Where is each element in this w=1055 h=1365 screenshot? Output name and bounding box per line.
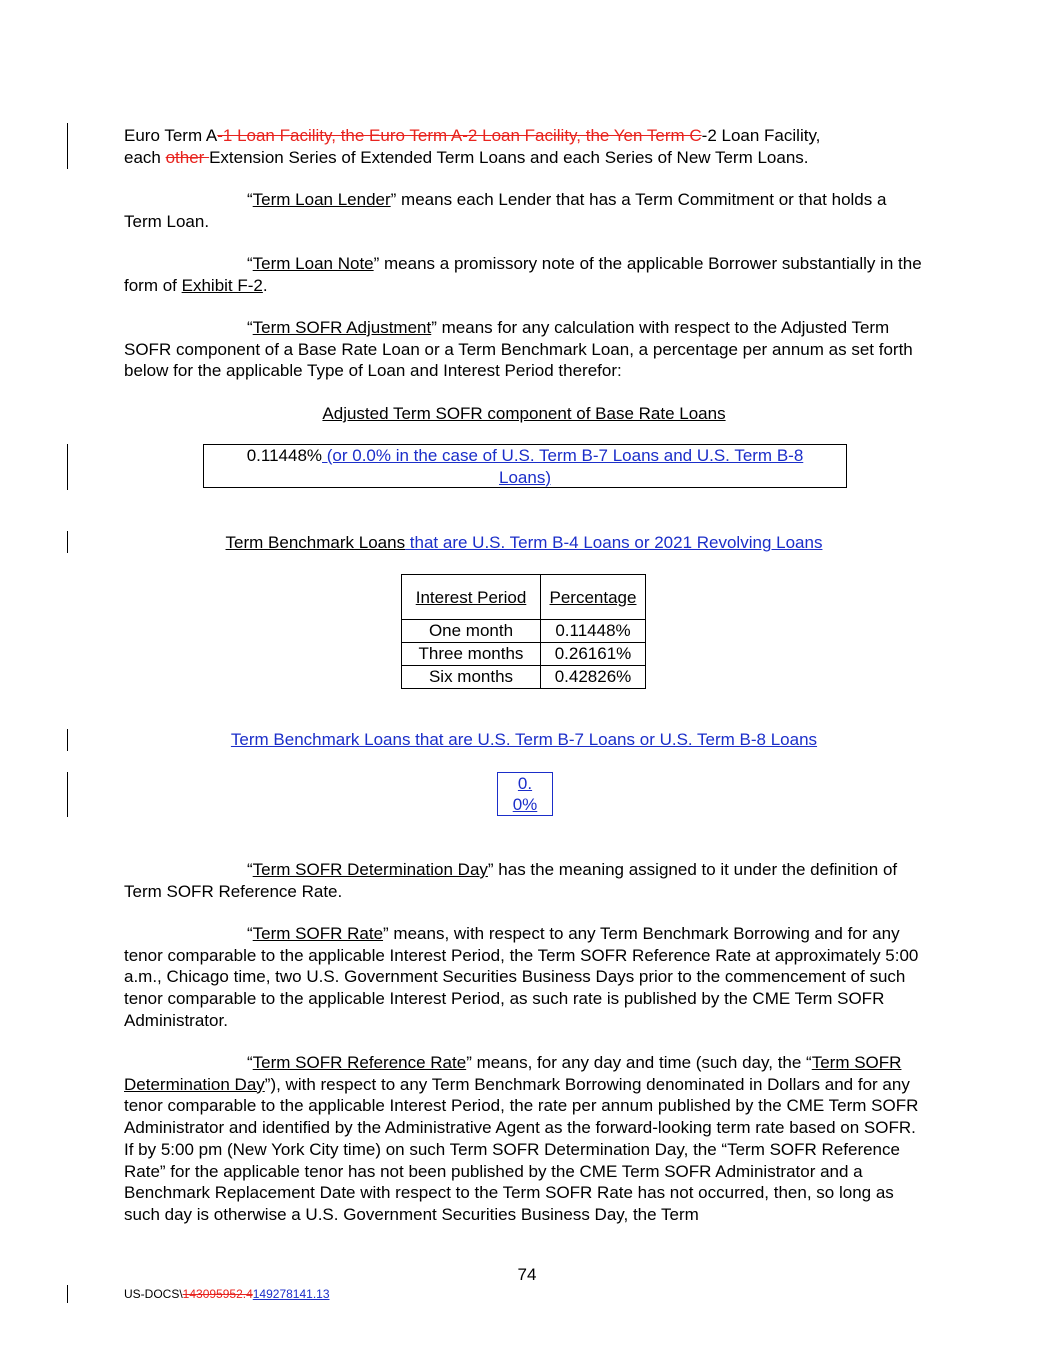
page-number: 74 — [517, 1265, 537, 1284]
defined-term: Term SOFR Rate — [252, 924, 384, 943]
defined-term: Term Loan Note — [252, 254, 374, 273]
change-bar — [67, 444, 68, 490]
inserted-text: that are U.S. Term B-4 Loans or 2021 Revolving Loans — [405, 533, 823, 552]
definition-text: means each Lender that has a Term Commitment or that holds a Term Loan. — [124, 190, 887, 231]
table-row — [402, 643, 646, 666]
change-bar — [67, 729, 68, 751]
footer-prefix: US-DOCS\ — [124, 1287, 183, 1301]
deleted-text: -1 Loan Facility, the Euro Term A-2 Loan Facility, the Yen Term C — [217, 126, 702, 145]
defined-term: Term SOFR Determination Day — [124, 1053, 902, 1094]
table-cell: 0.26161% — [541, 643, 646, 666]
base-rate-box — [203, 444, 847, 488]
intro-text: each — [124, 147, 166, 167]
definition-text: has the meaning assigned to it under the definition of Term SOFR Reference Rate. — [124, 860, 898, 901]
definition-term-loan-lender: “Term Loan Lender” means each Lender that has a Term Commitment or that holds a Term Loan. — [124, 190, 887, 231]
table-header-row — [402, 575, 646, 620]
term-benchmark-heading — [124, 532, 924, 553]
intro-text: Euro Term A — [124, 126, 218, 145]
change-bar — [67, 531, 68, 553]
definition-term-sofr-adjustment: “Term SOFR Adjustment” means for any calculation with respect to the Adjusted Term SOFR component of a Base Rate Loan or a Term Benchmark Loan, a percentage per annum as set forth below for the applicable Type of Loan and Interest Period therefor: — [124, 318, 913, 381]
definition-term-sofr-rate: “Term SOFR Rate” means, with respect to any Term Benchmark Borrowing and for any tenor comparable to the applicable Interest Period, the Term SOFR Reference Rate at approximately 5:00 a.m., Chicago time, two U.S. Government Securities Business Days prior to the commencement of such tenor comparable to the applicable Interest Period, as such rate is published by the CME Term SOFR Administrator. — [124, 924, 919, 1030]
interest-period-table — [401, 574, 646, 689]
change-bar — [67, 772, 68, 817]
inserted-text: Term Benchmark Loans that are U.S. Term B-7 Loans or U.S. Term B-8 Loans — [230, 730, 818, 749]
table-cell: One month — [402, 620, 541, 643]
header-label: Percentage — [549, 587, 637, 607]
defined-term: Term Loan Lender — [252, 190, 391, 209]
definition-text: means a promissory note of the applicable Borrower substantially in the form of — [124, 254, 922, 295]
deleted-text: other — [165, 147, 210, 167]
definition-text: ”), with respect to any Term Benchmark Borrowing denominated in Dollars and for any tenor comparable to the applicable Interest Period, the rate per annum published by the CME Term SOFR Administrator and identified by the Administrative Agent as the forward-looking term rate based on SOFR. If by 5:00 pm (New York City time) on such Term SOFR Determination Day, the “Term SOFR Reference Rate” for the applicable tenor has not been published by the CME Term SOFR Administrator and a Benchmark Replacement Date with respect to the Term SOFR Rate has not occurred, then, so long as such day is otherwise a U.S. Government Securities Business Day, the Term — [124, 1074, 919, 1224]
heading-text: Term Benchmark Loans — [225, 533, 406, 552]
table-row — [402, 666, 646, 689]
definition-term-loan-note: “Term Loan Note” means a promissory note of the applicable Borrower substantially in the form of Exhibit F-2. — [124, 254, 922, 295]
intro-paragraph — [124, 125, 924, 168]
base-rate-value: 0.11448% — [246, 446, 323, 465]
exhibit-reference: Exhibit F-2 — [181, 275, 263, 295]
table-row — [402, 620, 646, 643]
b7-rate-box — [497, 772, 553, 816]
defined-term: Term SOFR Reference Rate — [252, 1053, 467, 1072]
table-header-cell — [402, 575, 541, 620]
table-cell: 0.42826% — [541, 666, 646, 689]
change-bar — [67, 1285, 68, 1303]
term-benchmark-b7-heading — [124, 729, 924, 750]
definition-text: means, with respect to any Term Benchmark Borrowing and for any tenor comparable to the applicable Interest Period, the Term SOFR Reference Rate at approximately 5:00 a.m., Chicago time, two U.S. Government Securities Business Days prior to the commencement of such tenor comparable to the applicable Interest Period, as such rate is published by the CME Term SOFR Administrator. — [124, 924, 919, 1030]
period: . — [262, 275, 268, 295]
table-header-cell — [541, 575, 646, 620]
inserted-text: 149278141.13 — [252, 1287, 330, 1301]
intro-text: Extension Series of Extended Term Loans and each Series of New Term Loans. — [209, 147, 809, 167]
table-cell: Six months — [402, 666, 541, 689]
header-label: Interest Period — [415, 587, 527, 607]
base-rate-heading: Adjusted Term SOFR component of Base Rate Loans — [322, 404, 726, 423]
definition-text: means for any calculation with respect to the Adjusted Term SOFR component of a Base Rate Loan or a Term Benchmark Loan, a percentage per annum as set forth below for the applicable Type of Loan and Interest Period therefor: — [124, 318, 913, 381]
definition-term-sofr-determination-day: “Term SOFR Determination Day” has the meaning assigned to it under the definition of Term SOFR Reference Rate. — [124, 860, 898, 901]
inserted-text: 0.0% — [512, 774, 538, 814]
defined-term: Term SOFR Determination Day — [252, 860, 488, 879]
inserted-text: (or 0.0% in the case of U.S. Term B-7 Loans and U.S. Term B-8 Loans) — [322, 446, 804, 487]
deleted-text: 143095952.4 — [182, 1287, 253, 1301]
definition-term-sofr-reference-rate: “Term SOFR Reference Rate” means, for any day and time (such day, the “Term SOFR Determination Day”), with respect to any Term Benchmark Borrowing denominated in Dollars and for any tenor comparable to the applicable Interest Period, the rate per annum published by the CME Term SOFR Administrator and identified by the Administrative Agent as the forward-looking term rate based on SOFR. If by 5:00 pm (New York City time) on such Term SOFR Determination Day, the “Term SOFR Reference Rate” for the applicable tenor has not been published by the CME Term SOFR Administrator and a Benchmark Replacement Date with respect to the Term SOFR Rate has not occurred, then, so long as such day is otherwise a U.S. Government Securities Business Day, the Term — [124, 1053, 919, 1224]
definition-text: means, for any day and time (such day, the “ — [471, 1053, 812, 1072]
intro-text: -2 Loan Facility, — [701, 126, 821, 145]
footer-document-id — [124, 1287, 330, 1301]
defined-term: Term SOFR Adjustment — [252, 318, 432, 337]
table-cell: Three months — [402, 643, 541, 666]
change-bar — [67, 123, 68, 169]
table-cell: 0.11448% — [541, 620, 646, 643]
